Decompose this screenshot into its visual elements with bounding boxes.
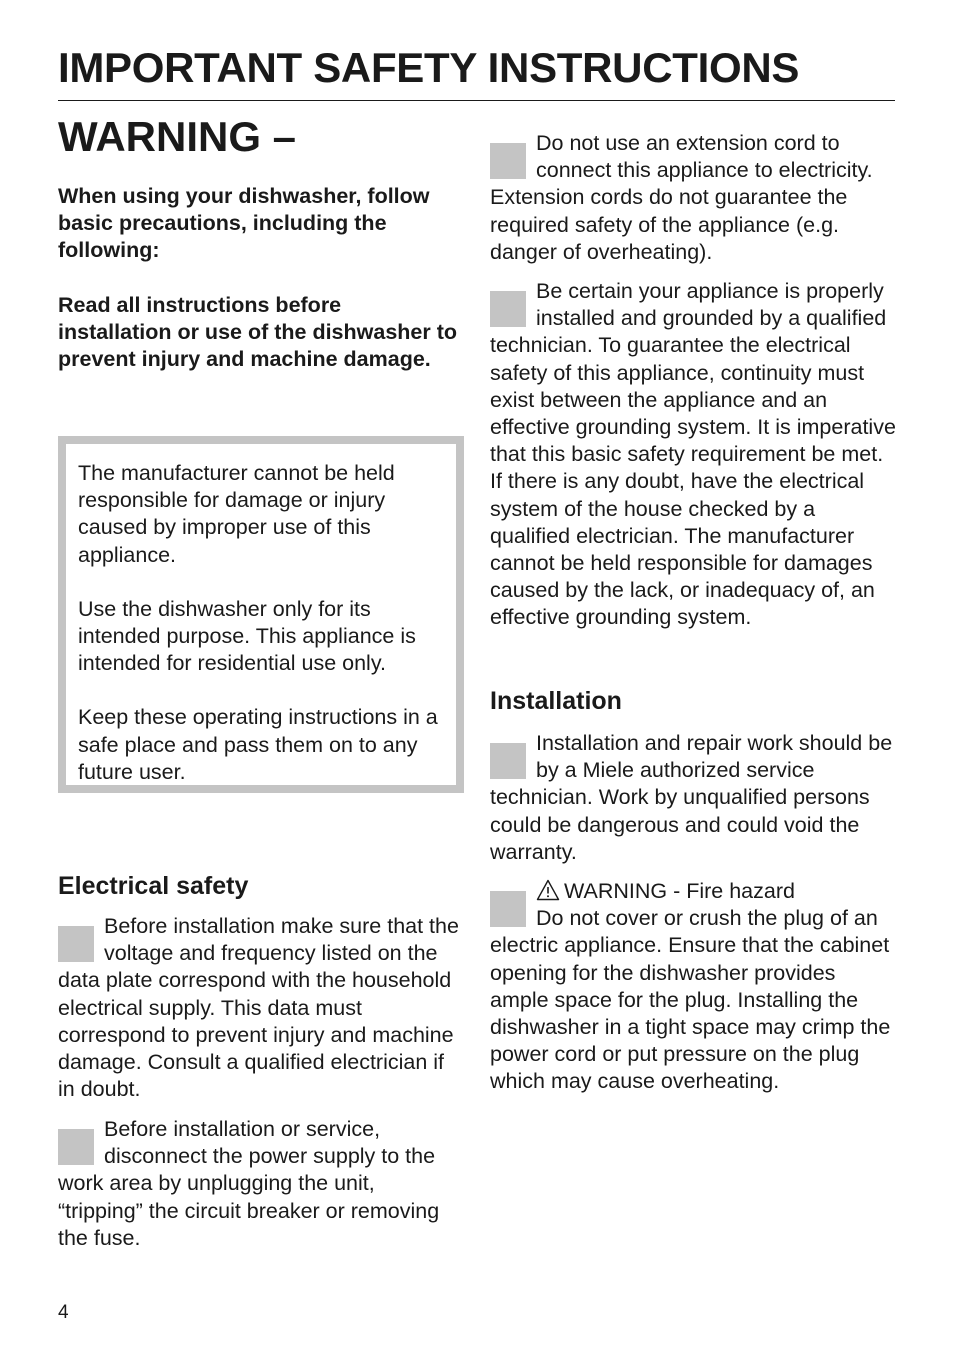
page-number: 4	[58, 1302, 69, 1323]
bullet-marker	[490, 891, 526, 927]
fire-hazard-label-line	[490, 878, 896, 905]
notice-paragraph-keep-instructions: Keep these operating instructions in a safe place and pass them on to any future user.	[78, 705, 438, 784]
item-grounding	[490, 278, 896, 632]
bullet-marker	[58, 1129, 94, 1165]
electrical-item-voltage	[58, 913, 464, 1103]
bullet-marker	[490, 291, 526, 327]
notice-paragraph-intended-use: Use the dishwasher only for its intended purpose. This appliance is intended for residential use only.	[78, 596, 416, 676]
electrical-safety-heading: Electrical safety	[58, 872, 249, 900]
electrical-item-disconnect-text: Before installation or service, disconnect the power supply to the work area by unplugging the unit, “tripping” the circuit breaker or removing the fuse.	[58, 1117, 440, 1250]
bullet-marker	[490, 143, 526, 179]
title-divider	[58, 100, 895, 101]
warning-triangle-icon	[536, 879, 560, 901]
fire-hazard-label: WARNING - Fire hazard	[564, 879, 795, 903]
item-extension-cord	[490, 130, 896, 266]
item-grounding-text: Be certain your appliance is properly installed and grounded by a qualified technician. To guarantee the electrical safety of this appliance, continuity must exist between the appliance and an effective grounding system. It is imperative that this basic safety requirement be met. If there is any doubt, have the electrical system of the house checked by a qualified electrician. The manufacturer cannot be held responsible for damages caused by the lack, or inadequacy of, an effective grounding system.	[490, 279, 896, 630]
fire-hazard-warning	[490, 878, 896, 1096]
page-title: IMPORTANT SAFETY INSTRUCTIONS	[58, 44, 800, 91]
intro-precautions: When using your dishwasher, follow basic precautions, including the following:	[58, 184, 430, 262]
installation-heading: Installation	[490, 687, 622, 715]
bullet-marker	[58, 926, 94, 962]
electrical-item-disconnect	[58, 1116, 464, 1252]
bullet-marker	[490, 743, 526, 779]
item-extension-cord-text: Do not use an extension cord to connect this appliance to electricity. Extension cords do not guarantee the required safety of the appliance (e.g. danger of overheating).	[490, 131, 873, 264]
notice-box	[58, 436, 464, 793]
installation-item-service-text: Installation and repair work should be by a Miele authorized service technician. Work by unqualified persons could be dangerous and could void the warranty.	[490, 731, 893, 864]
fire-hazard-text: Do not cover or crush the plug of an electric appliance. Ensure that the cabinet opening for the dishwasher provides ample space for the plug. Installing the dishwasher in a tight space may crimp the power cord or put pressure on the plug which may cause overheating.	[490, 906, 891, 1094]
notice-paragraph-liability: The manufacturer cannot be held responsible for damage or injury caused by improper use of this appliance.	[78, 461, 395, 567]
electrical-item-voltage-text: Before installation make sure that the voltage and frequency listed on the data plate correspond with the household electrical supply. This data must correspond to prevent injury and machine damage. Consult a qualified electrician if in doubt.	[58, 914, 459, 1102]
intro-read-instructions: Read all instructions before installation or use of the dishwasher to prevent injury and machine damage.	[58, 293, 457, 371]
warning-heading: WARNING –	[58, 113, 297, 160]
installation-item-service	[490, 730, 896, 866]
